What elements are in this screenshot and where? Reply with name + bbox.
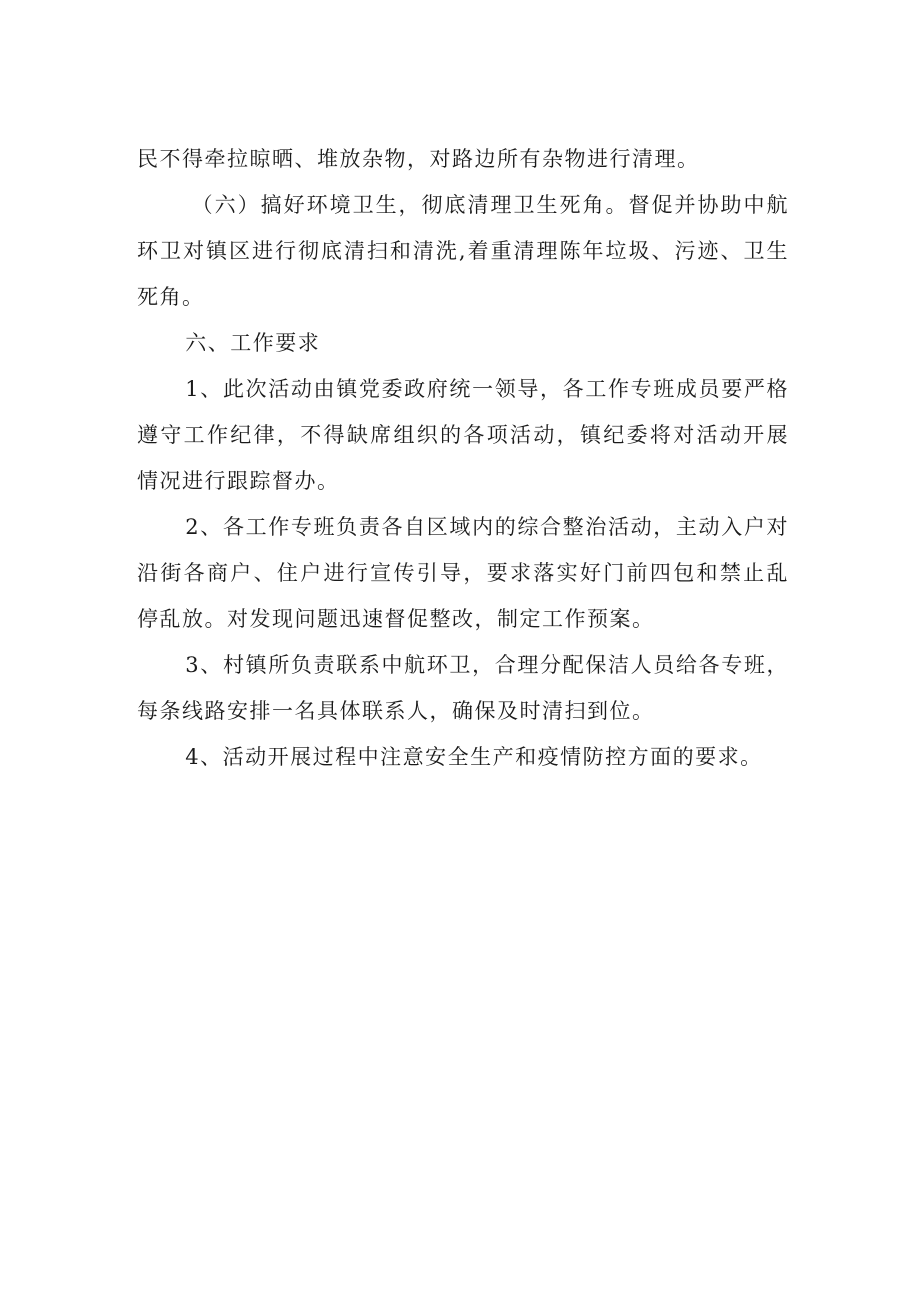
requirement-item-1: 1、此次活动由镇党委政府统一领导，各工作专班成员要严格遵守工作纪律，不得缺席组织的各项活动，镇纪委将对活动开展情况进行跟踪督办。 — [137, 377, 789, 493]
document-page — [137, 136, 789, 780]
requirement-item-3: 3、村镇所负责联系中航环卫，合理分配保洁人员给各专班，每条线路安排一名具体联系人，确保及时清扫到位。 — [137, 653, 789, 723]
paragraph-section-six-item: （六）搞好环境卫生，彻底清理卫生死角。督促并协助中航环卫对镇区进行彻底清扫和清洗,着重清理陈年垃圾、污迹、卫生死角。 — [137, 193, 789, 309]
paragraph-continuation: 民不得牵拉晾晒、堆放杂物，对路边所有杂物进行清理。 — [137, 147, 700, 171]
section-heading-work-requirements: 六、工作要求 — [185, 331, 321, 355]
requirement-item-2: 2、各工作专班负责各自区域内的综合整治活动，主动入户对沿街各商户、住户进行宣传引导，要求落实好门前四包和禁止乱停乱放。对发现问题迅速督促整改，制定工作预案。 — [137, 515, 789, 631]
requirement-item-4: 4、活动开展过程中注意安全生产和疫情防控方面的要求。 — [185, 745, 763, 769]
